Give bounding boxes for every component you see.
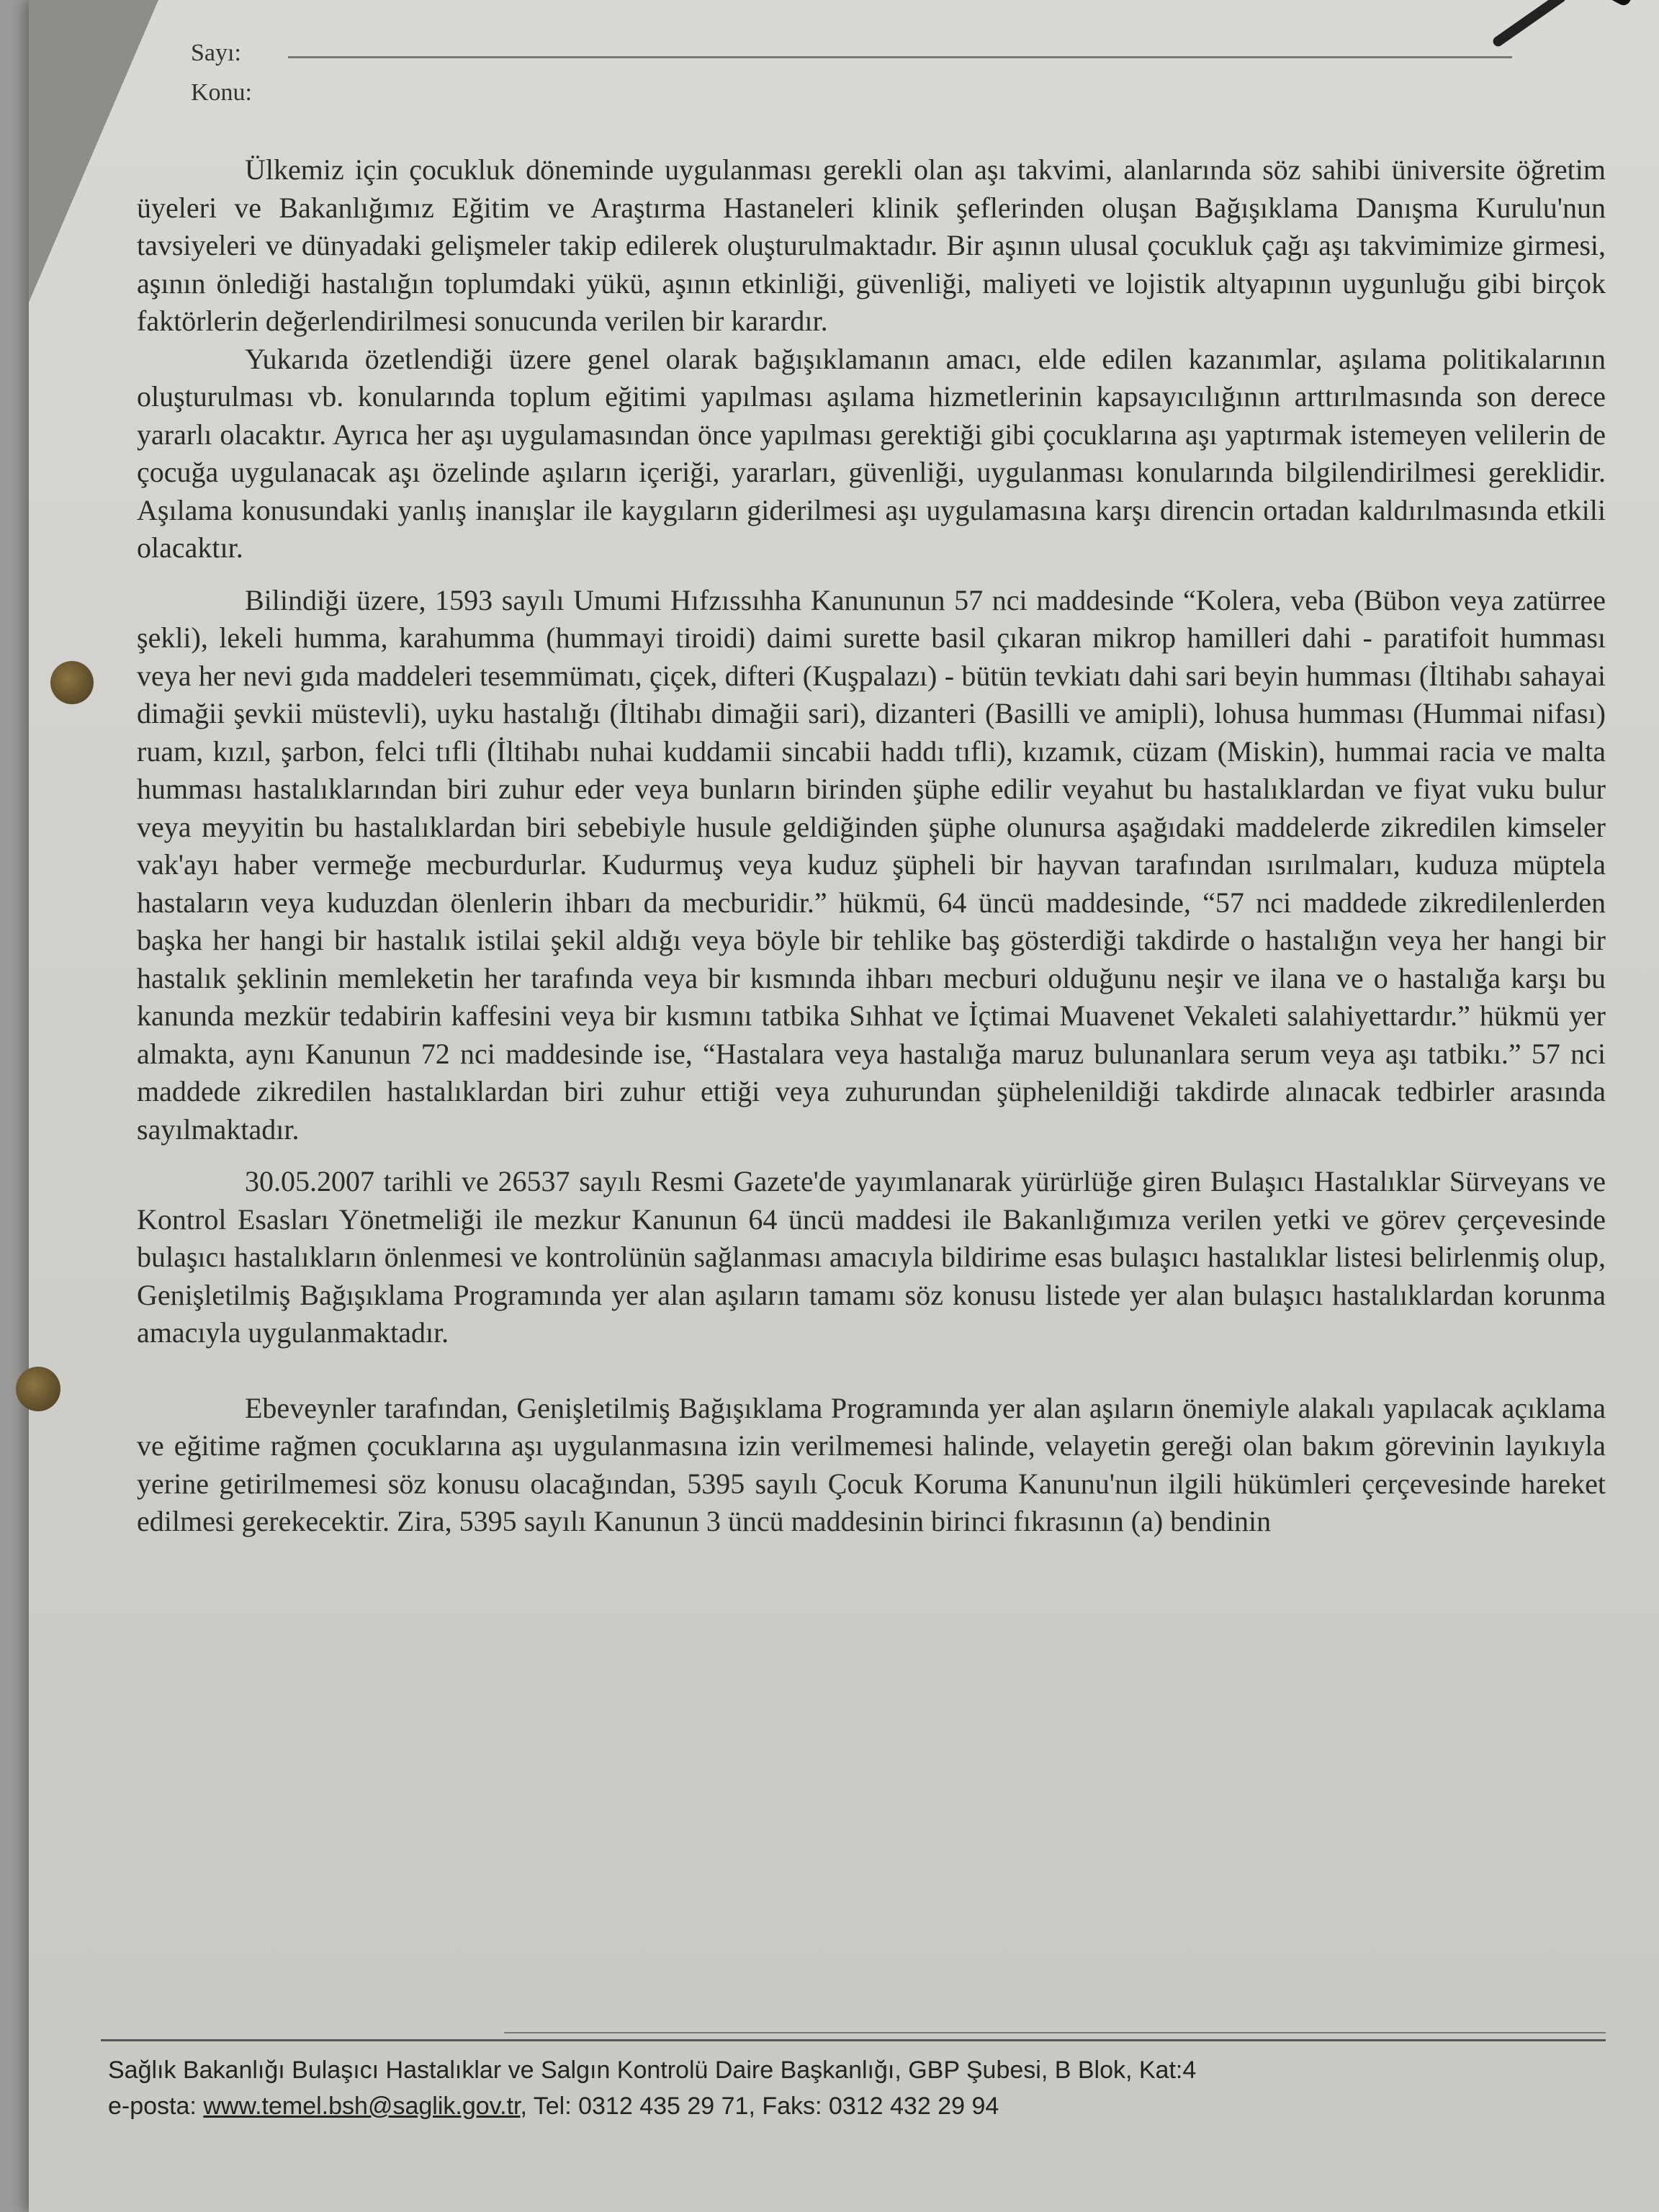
paragraph-hygiene-law: Bilindiği üzere, 1593 sayılı Umumi Hıfzıssıhha Kanununun 57 nci maddesinde “Kolera, veba (Bübon veya zatürree şekli), lekeli humma, karahumma (hummayi tiroidi) daimi surette basil çıkaran mikrop hamilleri dahi - paratifoit humması veya her nevi gıda maddeleri tesemmümatı, çiçek, difteri (Kuşpalazı) - bütün tevkiatı dahi sari beyin humması (İltihabı sahayai dimağii şevkii müstevli), uyku hastalığı (İltihabı dimağii sari), dizanteri (Basilli ve amipli), lohusa humması (Hummai nifası) ruam, kızıl, şarbon, felci tıfli (İltihabı nuhai kuddamii sincabii haddı tıfli), kızamık, cüzam (Miskin), hummai racia ve malta humması hastalıklarından biri zuhur eder veya bunların birinden şüphe edilir veyahut bu hastalıklardan ve fiyat vuku bulur veya meyyitin bu hastalıklardan biri sebebiyle husule geldiğinden şüphe olunursa aşağıdaki maddelerde zikredilen kimseler vak'ayı haber vermeğe mecburdurlar. Kudurmuş veya kuduz şüpheli bir hayvan tarafından ısırılmaları, kuduza müptela hastaların veya kuduzdan ölenlerin ihbarı da mecburidir.” hükmü, 64 üncü maddesinde, “57 nci maddede zikredilenlerden başka her hangi bir hastalık istilai şekil aldığı veya böyle bir tehlike baş gösterdiği takdirde o hastalığın veya her hangi bir hastalık şeklinin memleketin her tarafında veya bir kısmında ihbarı mecburi olduğunu neşir ve ilana ve o hastalığa karşı bu kanunda mezkür tedabirin kaffesini veya bir kısmını tatbika Sıhhat ve İçtimai Muavenet Vekaleti salahiyettardır.” hükmü yer almakta, aynı Kanunun 72 nci maddesinde ise, “Hastalara veya hastalığa maruz bulunanlara serum veya aşı tatbikı.” 57 nci maddede zikredilen hastalıklardan biri zuhur ettiği veya zuhurundan şüphelenildiği takdirde alınacak tedbirler arasında sayılmaktadır. (137, 583, 1606, 1146)
footer-department: Sağlık Bakanlığı Bulaşıcı Hastalıklar ve Salgın Kontrolü Daire Başkanlığı, GBP Şubesi, B Blok, Kat:4 (108, 2056, 1197, 2084)
footer-contact (108, 2088, 1606, 2124)
letter-body (137, 151, 1606, 1541)
paragraph-parents-child-protection: Ebeveynler tarafından, Genişletilmiş Bağışıklama Programında yer alan aşıların önemiyle alakalı yapılacak açıklama ve eğitime rağmen çocuklarına aşı uygulanmasına izin verilmemesi halinde, velayetin gereği olan bakım görevinin layıkıyla yerine getirilmemesi söz konusu olacağından, 5395 sayılı Çocuk Koruma Kanunu'nun ilgili hükümleri çerçevesinde hareket edilmesi gerekecektir. Zira, 5395 sayılı Kanunun 3 üncü maddesinin birinci fıkrasının (a) bendinin (137, 1391, 1606, 1537)
punch-hole-bottom (16, 1367, 60, 1411)
footer-email-link[interactable]: www.temel.bsh@saglik.gov.tr (203, 2092, 521, 2120)
paragraph-vaccination-education: Yukarıda özetlendiği üzere genel olarak bağışıklamanın amacı, elde edilen kazanımlar, aşılama politikalarının oluşturulması vb. konularında toplum eğitimi yapılması aşılama hizmetlerinin kapsayıcılığının arttırılmasında son derece yararlı olacaktır. Ayrıca her aşı uygulamasından önce yapılması gerektiği gibi çocuklarına aşı yaptırmak istemeyen velilerin de çocuğa uygulanacak aşı özelinde aşıların içeriği, yararları, güvenliği, uygulanması konularında bilgilendirilmesi gereklidir. Aşılama konusundaki yanlış inanışlar ile kaygıların giderilmesi aşı uygulamasına karşı direncin ortadan kaldırılmasında etkili olacaktır. (137, 342, 1606, 564)
konu-label: Konu: (191, 79, 252, 106)
footer-email-label: e-posta: (108, 2092, 197, 2120)
pen-stroke-mark-small (1491, 0, 1568, 48)
footer-rule-upper (504, 2032, 1606, 2033)
punch-hole-top (50, 661, 94, 704)
header-rule (288, 56, 1512, 58)
paragraph-vaccine-schedule: Ülkemiz için çocukluk döneminde uygulanması gerekli olan aşı takvimi, alanlarında söz sahibi üniversite öğretim üyeleri ve Bakanlığımız Eğitim ve Araştırma Hastaneleri klinik şeflerinden oluşan Bağışıklama Danışma Kurulu'nun tavsiyeleri ve dünyadaki gelişmeler takip edilerek oluşturulmaktadır. Bir aşının ulusal çocukluk çağı aşı takvimimize girmesi, aşının önlediği hastalığın toplumdaki yükü, aşının etkinliği, güvenliği, maliyeti ve lojistik altyapının uygunluğu gibi birçok faktörlerin değerlendirilmesi sonucunda verilen bir karardır. (137, 153, 1606, 337)
document-page (29, 0, 1659, 2212)
footer-phone-fax: , Tel: 0312 435 29 71, Faks: 0312 432 29 94 (520, 2092, 999, 2120)
footer-address (108, 2052, 1606, 2124)
footer-rule (101, 2039, 1606, 2041)
sayi-label: Sayı: (191, 40, 241, 66)
paragraph-surveillance-regulation: 30.05.2007 tarihli ve 26537 sayılı Resmi Gazete'de yayımlanarak yürürlüğe giren Bulaşıcı Hastalıklar Sürveyans ve Kontrol Esasları Yönetmeliği ile mezkur Kanunun 64 üncü maddesi ile Bakanlığımıza verilen yetki ve görev çerçevesinde bulaşıcı hastalıkların önlenmesi ve kontrolünün sağlanması amacıyla bildirime esas bulaşıcı hastalıklar listesi belirlenmiş olup, Genişletilmiş Bağışıklama Programında yer alan aşıların tamamı söz konusu listede yer alan bulaşıcı hastalıklardan korunma amacıyla uygulanmaktadır. (137, 1165, 1606, 1349)
